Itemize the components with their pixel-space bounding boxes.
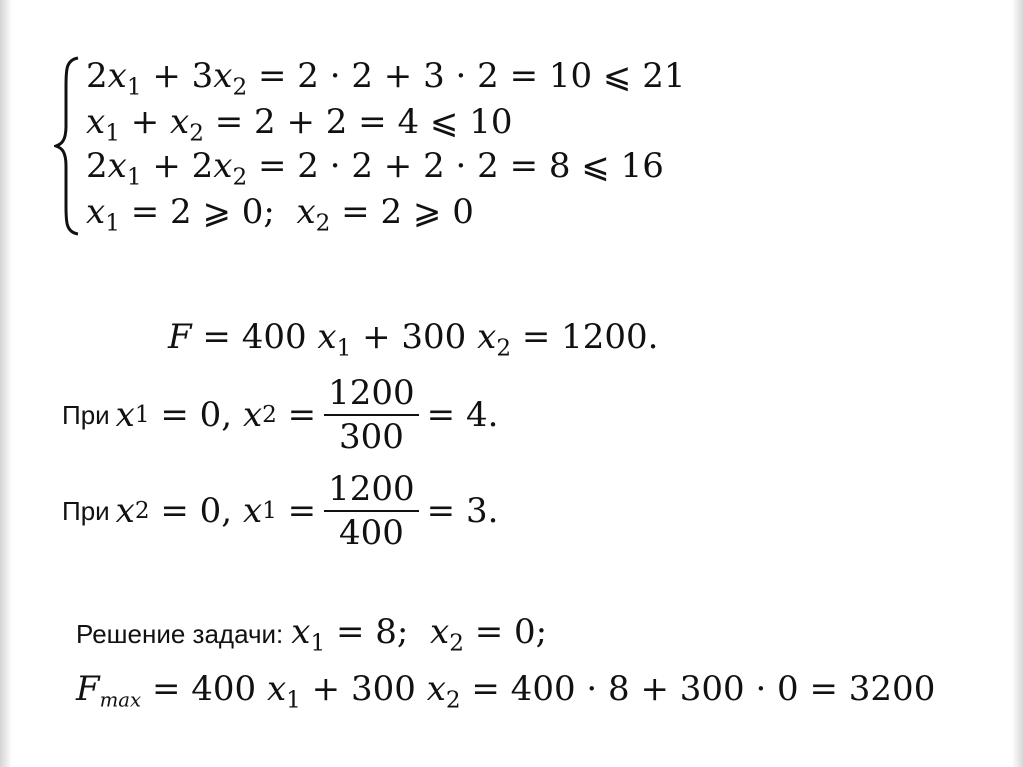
fraction: $\frac{1200}{400}$ [324,470,419,552]
case-prefix: При [62,495,110,526]
case-prefix: При [62,399,110,430]
system-line-3: $2x_1 + 2x_2 = 2 \cdot 2 + 2 \cdot 2 = 8$ ⩽ 16 [86,146,664,191]
fraction: $\frac{1200}{300}$ [324,374,419,456]
solution-line: Решение задачи: $x_1 = 8$; $x_2 = 0$; [76,611,548,657]
case-x1-zero: При x 1 = 0, x 2 = $\frac{1200}{300}$ = 4. [62,373,499,457]
fmax-equation: Fmax = 400 $x_1 + 300$ $x_2 = 400 \cdot 8 + 300 \cdot 0 = 3200$ [76,669,936,714]
system-line-4: $x_1 = 2$ ⩾ 0; $x_2 = 2$ ⩾ 0 [86,192,474,237]
right-page-shadow [1012,0,1024,767]
system-brace [54,56,84,236]
case-x2-zero: При x 2 = 0, x 1 = $\frac{1200}{400}$ = 3. [62,469,499,553]
system-line-1: $2x_1 + 3x_2 = 2 \cdot 2 + 3 \cdot 2 = 10$ ⩽ 21 [86,56,686,101]
objective-equation: F = 400 $x_1 + 300$ $x_2 = 1200$. [168,317,659,362]
system-line-2: $x_1 + x_2 = 2 + 2 = 4$ ⩽ 10 [86,102,513,147]
solution-label: Решение задачи: [76,618,284,649]
cropped-top-line [150,0,590,46]
left-page-shadow [0,0,12,767]
